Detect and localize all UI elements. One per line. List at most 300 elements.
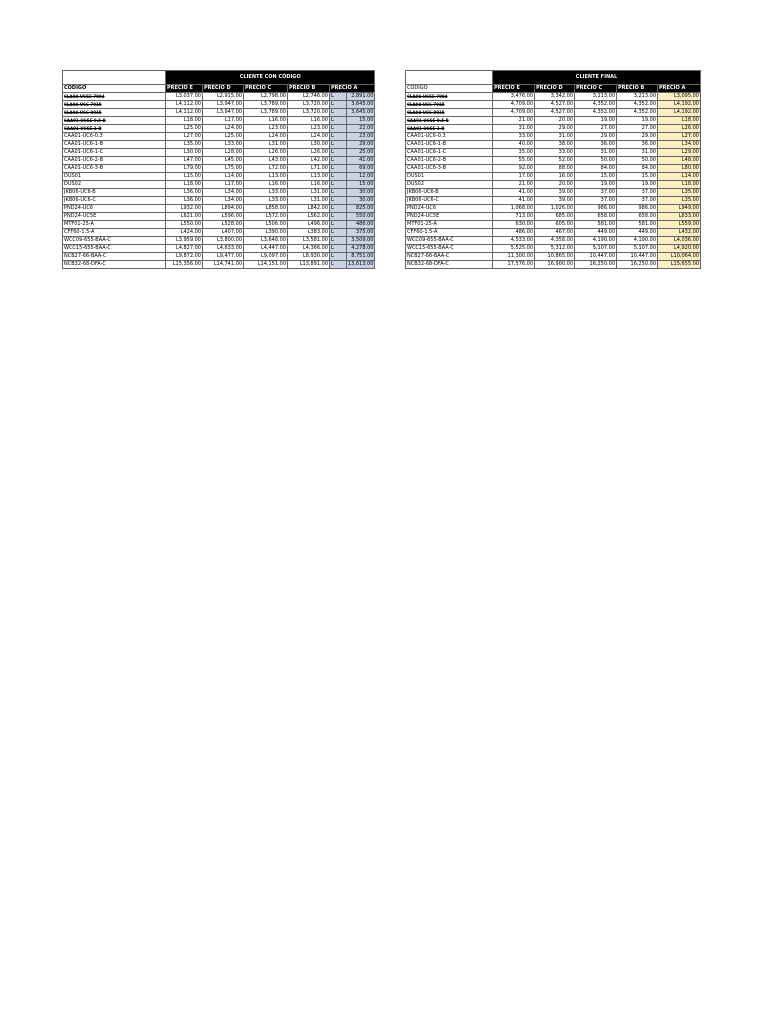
precio-b-cell: 658.00 [617, 213, 658, 221]
precio-c-cell: 986.00 [575, 205, 617, 213]
header-row [63, 85, 375, 93]
table-row [63, 237, 375, 245]
precio-d-cell: L3,800.00 [203, 237, 244, 245]
precio-d-cell: L14,741.00 [203, 261, 244, 269]
precio-c-cell: L572.00 [244, 213, 288, 221]
table-row [406, 205, 701, 213]
currency-symbol-cell: L [330, 93, 347, 101]
currency-symbol-cell: L [330, 197, 347, 205]
precio-a-cell: 13,613.00 [348, 261, 374, 267]
precio-e-cell: 4,709.00 [493, 101, 535, 109]
currency-symbol-cell: L [330, 173, 347, 181]
precio-b-cell: L4,366.00 [288, 245, 330, 253]
precio-d-cell: L407.00 [203, 229, 244, 237]
precio-e-cell: L18.00 [166, 117, 203, 125]
table-row [63, 221, 375, 229]
precio-a-cell: L35.00 [658, 197, 701, 205]
precio-c-cell: L2,798.00 [244, 93, 288, 101]
currency-symbol-cell: L [330, 205, 347, 213]
codigo-cell: DUS02 [406, 181, 493, 189]
precio-c-cell: 3,213.00 [575, 93, 617, 101]
precio-b-cell: L71.00 [288, 165, 330, 173]
codigo-cell: CAA01-UC6-1-B [406, 141, 493, 149]
precio-a-cell: L949.00 [658, 205, 701, 213]
table-row [406, 125, 701, 133]
precio-d-cell: L75.00 [203, 165, 244, 173]
table-row [406, 141, 701, 149]
precio-b-cell: 37.00 [617, 189, 658, 197]
column-header: CÓDIGO [63, 85, 166, 93]
precio-a-cell: L10,064.00 [658, 253, 701, 261]
precio-a-cell: 69.00 [347, 165, 375, 173]
codigo-cell: PND24-UC5E [406, 213, 493, 221]
table-row [63, 125, 375, 133]
currency-symbol-cell: L [330, 245, 347, 253]
precio-e-cell: L25.00 [166, 125, 203, 133]
table-title: CLIENTE FINAL [493, 71, 701, 85]
precio-d-cell: L596.00 [203, 213, 244, 221]
table-row [406, 237, 701, 245]
precio-e-cell: L621.00 [166, 213, 203, 221]
precio-b-cell: 31.00 [617, 149, 658, 157]
precio-b-cell: L3,720.00 [288, 101, 330, 109]
codigo-cell: DUS02 [63, 181, 166, 189]
codigo-cell: CAA01-UCSE-1-B [63, 125, 166, 133]
precio-d-cell: 29.00 [535, 125, 575, 133]
precio-a-cell: 12.00 [347, 173, 375, 181]
precio-c-cell: 15.00 [575, 173, 617, 181]
table-row [63, 149, 375, 157]
precio-c-cell: 449.00 [575, 229, 617, 237]
precio-b-cell: L31.00 [288, 189, 330, 197]
currency-symbol-cell: L [330, 133, 347, 141]
precio-d-cell: 4,527.00 [535, 109, 575, 117]
codigo-cell: CAA01-UC6-0.3 [63, 133, 166, 141]
column-header: CÓDIGO [406, 85, 493, 93]
precio-b-cell: L23.00 [288, 125, 330, 133]
codigo-cell: CFF60-1.5-A [406, 229, 493, 237]
precio-a-cell: L18.00 [658, 181, 701, 189]
column-header: PRECIO B [617, 85, 658, 93]
precio-d-cell: 467.00 [535, 229, 575, 237]
precio-d-cell: 31.00 [535, 133, 575, 141]
precio-c-cell: L4,447.00 [244, 245, 288, 253]
precio-e-cell: 33.00 [493, 133, 535, 141]
currency-symbol-cell: L [330, 117, 347, 125]
precio-d-cell: 10,865.00 [535, 253, 575, 261]
precio-e-cell: L4,827.00 [166, 245, 203, 253]
precio-a-cell: L35.00 [658, 189, 701, 197]
table-row [63, 197, 375, 205]
precio-a-cell: L29.00 [658, 149, 701, 157]
precio-d-cell: L4,633.00 [203, 245, 244, 253]
table-row [406, 261, 701, 269]
precio-a-cell: L18.00 [658, 117, 701, 125]
precio-c-cell: L33.00 [244, 197, 288, 205]
precio-b-cell: 5,107.00 [617, 245, 658, 253]
column-header: PRECIO C [575, 85, 617, 93]
codigo-cell: PND24-UC6 [63, 205, 166, 213]
currency-symbol-cell: L [330, 141, 347, 149]
precio-b-cell: L13.00 [288, 173, 330, 181]
precio-c-cell: L506.00 [244, 221, 288, 229]
precio-d-cell: L45.00 [203, 157, 244, 165]
precio-c-cell: L3,789.00 [244, 109, 288, 117]
precio-e-cell: 630.00 [493, 221, 535, 229]
precio-e-cell: L3,037.00 [166, 93, 203, 101]
table-row [63, 229, 375, 237]
precio-c-cell: 84.00 [575, 165, 617, 173]
table-row [63, 101, 375, 109]
precio-d-cell: L3,947.00 [203, 101, 244, 109]
table-row [63, 93, 375, 101]
precio-b-cell: L16.00 [288, 181, 330, 189]
table-row [406, 133, 701, 141]
precio-c-cell: L14,151.00 [244, 261, 288, 269]
precio-c-cell: L13.00 [244, 173, 288, 181]
precio-a-cell: 4,278.00 [347, 245, 375, 253]
precio-b-cell: L42.00 [288, 157, 330, 165]
precio-e-cell: L4,112.00 [166, 109, 203, 117]
precio-d-cell: L24.00 [203, 125, 244, 133]
codigo-cell: NCB27-66-BAA-C [406, 253, 493, 261]
precio-d-cell: L9,477.00 [203, 253, 244, 261]
table-row [406, 181, 701, 189]
codigo-cell: CLA04-UCSE-7004 [406, 93, 493, 101]
precio-a-cell: 375.00 [347, 229, 375, 237]
precio-e-cell: L35.00 [166, 141, 203, 149]
precio-c-cell: L24.00 [244, 133, 288, 141]
column-header: PRECIO E [166, 85, 203, 93]
table-row [63, 261, 375, 269]
precio-b-cell: 50.00 [617, 157, 658, 165]
table-title-row [406, 71, 701, 85]
codigo-cell: CLA04-UC6-7015 [63, 101, 166, 109]
precio-c-cell: L72.00 [244, 165, 288, 173]
precio-a-cell: L80.00 [658, 165, 701, 173]
precio-c-cell: L31.00 [244, 141, 288, 149]
precio-e-cell: 35.00 [493, 149, 535, 157]
precio-b-cell: 581.00 [617, 221, 658, 229]
table-row [63, 133, 375, 141]
precio-b-cell: L383.00 [288, 229, 330, 237]
precio-e-cell: 40.00 [493, 141, 535, 149]
precio-a-cell: L4,192.00 [658, 109, 701, 117]
currency-symbol-cell: L [330, 253, 347, 261]
codigo-cell: JKB06-UC6-C [63, 197, 166, 205]
precio-c-cell: 36.00 [575, 141, 617, 149]
precio-a-cell: 30.00 [347, 197, 375, 205]
precio-d-cell: 38.00 [535, 141, 575, 149]
codigo-cell: JKB06-UC6-B [406, 189, 493, 197]
precio-d-cell: 33.00 [535, 149, 575, 157]
precio-c-cell: 19.00 [575, 117, 617, 125]
precio-a-cell: L3,095.00 [658, 93, 701, 101]
codigo-cell: CAA01-UC6-1-C [406, 149, 493, 157]
column-header: PRECIO D [203, 85, 244, 93]
precio-d-cell: L894.00 [203, 205, 244, 213]
codigo-cell: DUS01 [406, 173, 493, 181]
codigo-cell: JKB06-UC6-B [63, 189, 166, 197]
column-header: PRECIO B [288, 85, 330, 93]
codigo-cell: PND24-UC6 [406, 205, 493, 213]
table-row [63, 181, 375, 189]
precio-a-cell: 30.00 [347, 189, 375, 197]
precio-d-cell: 1,026.00 [535, 205, 575, 213]
precio-e-cell: L18.00 [166, 181, 203, 189]
precio-b-cell: L562.00 [288, 213, 330, 221]
precio-b-cell: L16.00 [288, 117, 330, 125]
precio-a-cell: L26.00 [658, 125, 701, 133]
codigo-cell: CAA01-UCSE-0.5-B [63, 117, 166, 125]
column-header: PRECIO E [493, 85, 535, 93]
precio-e-cell: 21.00 [493, 181, 535, 189]
table-row [406, 213, 701, 221]
precio-a-cell: 25.00 [347, 149, 375, 157]
column-header: PRECIO A [330, 85, 375, 93]
table-row [406, 101, 701, 109]
precio-a-cell: L4,036.00 [658, 237, 701, 245]
table-row [63, 213, 375, 221]
codigo-cell: JKB06-UC6-C [406, 197, 493, 205]
precio-d-cell: 88.00 [535, 165, 575, 173]
codigo-cell: CAA01-UCSE-0.5-B [406, 117, 493, 125]
precio-b-cell: L24.00 [288, 133, 330, 141]
precio-b-cell: L30.00 [288, 141, 330, 149]
precio-e-cell: L550.00 [166, 221, 203, 229]
precio-e-cell: L9,872.00 [166, 253, 203, 261]
precio-e-cell: L15.00 [166, 173, 203, 181]
precio-a-cell: 15.00 [347, 181, 375, 189]
precio-b-cell: 4,352.00 [617, 101, 658, 109]
table-row [63, 165, 375, 173]
codigo-cell: CAA01-UC6-2-B [63, 157, 166, 165]
precio-c-cell: L26.00 [244, 149, 288, 157]
precio-e-cell: L79.00 [166, 165, 203, 173]
precio-d-cell: 685.00 [535, 213, 575, 221]
precio-b-cell: 4,190.00 [617, 237, 658, 245]
precio-c-cell: 29.00 [575, 133, 617, 141]
precio-e-cell: 486.00 [493, 229, 535, 237]
table-row [63, 157, 375, 165]
precio-b-cell: L31.00 [288, 197, 330, 205]
precio-e-cell: L36.00 [166, 189, 203, 197]
column-header: PRECIO C [244, 85, 288, 93]
table-row [406, 189, 701, 197]
precio-c-cell: 581.00 [575, 221, 617, 229]
currency-symbol-cell: L [330, 189, 347, 197]
precio-b-cell: L496.00 [288, 221, 330, 229]
table-row [406, 221, 701, 229]
precio-c-cell: 5,107.00 [575, 245, 617, 253]
precio-a-cell: L34.00 [658, 141, 701, 149]
table-row [406, 117, 701, 125]
precio-a-cell: 3,645.00 [347, 101, 375, 109]
codigo-cell: DUS01 [63, 173, 166, 181]
codigo-cell: CAA01-UC6-1-B [63, 141, 166, 149]
table-row [63, 253, 375, 261]
table-row [63, 205, 375, 213]
precio-e-cell: L424.00 [166, 229, 203, 237]
precio-c-cell: 37.00 [575, 189, 617, 197]
table-row [406, 173, 701, 181]
table-row [406, 229, 701, 237]
table-row [406, 253, 701, 261]
precio-e-cell: 17,576.00 [493, 261, 535, 269]
precio-a-cell: 23.00 [347, 133, 375, 141]
precio-b-cell: 27.00 [617, 125, 658, 133]
precio-b-cell: L13,891.00 [288, 261, 330, 269]
precio-e-cell: 1,068.00 [493, 205, 535, 213]
precio-a-cell: 3,509.00 [347, 237, 375, 245]
precio-a-cell: L14.00 [658, 173, 701, 181]
table-row [406, 165, 701, 173]
blank-cell [406, 71, 493, 85]
precio-c-cell: 31.00 [575, 149, 617, 157]
codigo-cell: CAA01-UC6-3-B [63, 165, 166, 173]
codigo-cell: MTF01-25-A [406, 221, 493, 229]
currency-symbol-cell: L [330, 165, 347, 173]
precio-e-cell: 4,533.00 [493, 237, 535, 245]
precio-d-cell: L3,947.00 [203, 109, 244, 117]
precio-a-cell: L432.00 [658, 229, 701, 237]
precio-b-cell: 19.00 [617, 181, 658, 189]
precio-b-cell: 10,447.00 [617, 253, 658, 261]
precio-d-cell: L28.00 [203, 149, 244, 157]
table-row [406, 157, 701, 165]
blank-cell [63, 71, 166, 85]
precio-d-cell: 4,527.00 [535, 101, 575, 109]
cliente-con-codigo-table [62, 70, 375, 269]
precio-e-cell: L3,959.00 [166, 237, 203, 245]
precio-b-cell: 19.00 [617, 117, 658, 125]
precio-c-cell: 16,250.00 [575, 261, 617, 269]
precio-b-cell: L3,720.00 [288, 109, 330, 117]
precio-a-cell: 41.00 [347, 157, 375, 165]
precio-e-cell: 92.00 [493, 165, 535, 173]
precio-e-cell: 3,476.00 [493, 93, 535, 101]
codigo-cell: CAA01-UC6-2-B [406, 157, 493, 165]
precio-e-cell: 11,300.00 [493, 253, 535, 261]
currency-symbol-cell: L [330, 149, 347, 157]
precio-a-cell: L27.00 [658, 133, 701, 141]
precio-d-cell: L17.00 [203, 117, 244, 125]
precio-d-cell: L34.00 [203, 189, 244, 197]
table-row [406, 197, 701, 205]
precio-d-cell: L33.00 [203, 141, 244, 149]
precio-d-cell: L34.00 [203, 197, 244, 205]
precio-d-cell: L25.00 [203, 133, 244, 141]
precio-c-cell: 4,352.00 [575, 109, 617, 117]
precio-c-cell: L16.00 [244, 181, 288, 189]
codigo-cell: CFF60-1.5-A [63, 229, 166, 237]
table-row [406, 149, 701, 157]
precio-c-cell: 37.00 [575, 197, 617, 205]
precio-e-cell: 55.00 [493, 157, 535, 165]
precio-e-cell: 4,709.00 [493, 109, 535, 117]
precio-a-cell: L4,920.00 [658, 245, 701, 253]
precio-e-cell: L932.00 [166, 205, 203, 213]
codigo-cell: NCB32-68-DFA-C [406, 261, 493, 269]
precio-a-cell: 2,891.00 [347, 93, 375, 101]
precio-e-cell: 21.00 [493, 117, 535, 125]
currency-symbol-cell: L [330, 181, 347, 189]
precio-a-cell: 825.00 [347, 205, 375, 213]
precio-d-cell: 16.00 [535, 173, 575, 181]
precio-e-cell: L27.00 [166, 133, 203, 141]
table-row [63, 189, 375, 197]
precio-c-cell: 27.00 [575, 125, 617, 133]
column-header: PRECIO D [535, 85, 575, 93]
precio-d-cell: 5,312.00 [535, 245, 575, 253]
table-row [63, 245, 375, 253]
precio-d-cell: 16,900.00 [535, 261, 575, 269]
precio-c-cell: 658.00 [575, 213, 617, 221]
precio-b-cell: 29.00 [617, 133, 658, 141]
table-row [63, 141, 375, 149]
column-header: PRECIO A [658, 85, 701, 93]
precio-a-cell: 550.00 [347, 213, 375, 221]
precio-c-cell: L3,648.00 [244, 237, 288, 245]
precio-c-cell: L16.00 [244, 117, 288, 125]
codigo-cell: WCC09-655-BAA-C [63, 237, 166, 245]
codigo-cell: WCC09-655-BAA-C [406, 237, 493, 245]
precio-a-cell: 29.00 [347, 141, 375, 149]
precio-e-cell: 41.00 [493, 189, 535, 197]
codigo-cell: CLA04-UCSE-7004 [63, 93, 166, 101]
precio-c-cell: L390.00 [244, 229, 288, 237]
precio-a-cell: 8,751.00 [347, 253, 375, 261]
codigo-cell: MTF01-25-A [63, 221, 166, 229]
precio-c-cell: L3,789.00 [244, 101, 288, 109]
precio-d-cell: 3,342.00 [535, 93, 575, 101]
table-row [406, 109, 701, 117]
precio-d-cell: 39.00 [535, 197, 575, 205]
table-row [63, 109, 375, 117]
codigo-cell: CLA04-UC6-8015 [406, 109, 493, 117]
precio-b-cell: L8,930.00 [288, 253, 330, 261]
precio-e-cell: L4,112.00 [166, 101, 203, 109]
precio-c-cell: 10,447.00 [575, 253, 617, 261]
precio-c-cell: L33.00 [244, 189, 288, 197]
precio-e-cell: L30.00 [166, 149, 203, 157]
precio-a-cell: 15.00 [347, 117, 375, 125]
currency-symbol-cell: L [330, 229, 347, 237]
precio-d-cell: L528.00 [203, 221, 244, 229]
codigo-cell: CAA01-UC6-0.3 [406, 133, 493, 141]
precio-d-cell: L14.00 [203, 173, 244, 181]
precio-e-cell: L47.00 [166, 157, 203, 165]
currency-symbol-cell: L [330, 221, 347, 229]
table-row [406, 93, 701, 101]
currency-symbol-cell: L [330, 261, 347, 269]
precio-b-cell: 3,213.00 [617, 93, 658, 101]
precio-d-cell: 4,358.00 [535, 237, 575, 245]
precio-b-cell: L3,581.00 [288, 237, 330, 245]
currency-symbol-cell: L [330, 213, 347, 221]
currency-symbol-cell: L [330, 101, 347, 109]
precio-e-cell: 41.00 [493, 197, 535, 205]
table-row [63, 117, 375, 125]
codigo-cell: CLA04-UC6-7015 [406, 101, 493, 109]
table-title-row [63, 71, 375, 85]
precio-a-cell: L4,192.00 [658, 101, 701, 109]
currency-symbol-cell: L [330, 109, 347, 117]
precio-c-cell: 19.00 [575, 181, 617, 189]
header-row [406, 85, 701, 93]
precio-b-cell: 15.00 [617, 173, 658, 181]
precio-d-cell: 605.00 [535, 221, 575, 229]
